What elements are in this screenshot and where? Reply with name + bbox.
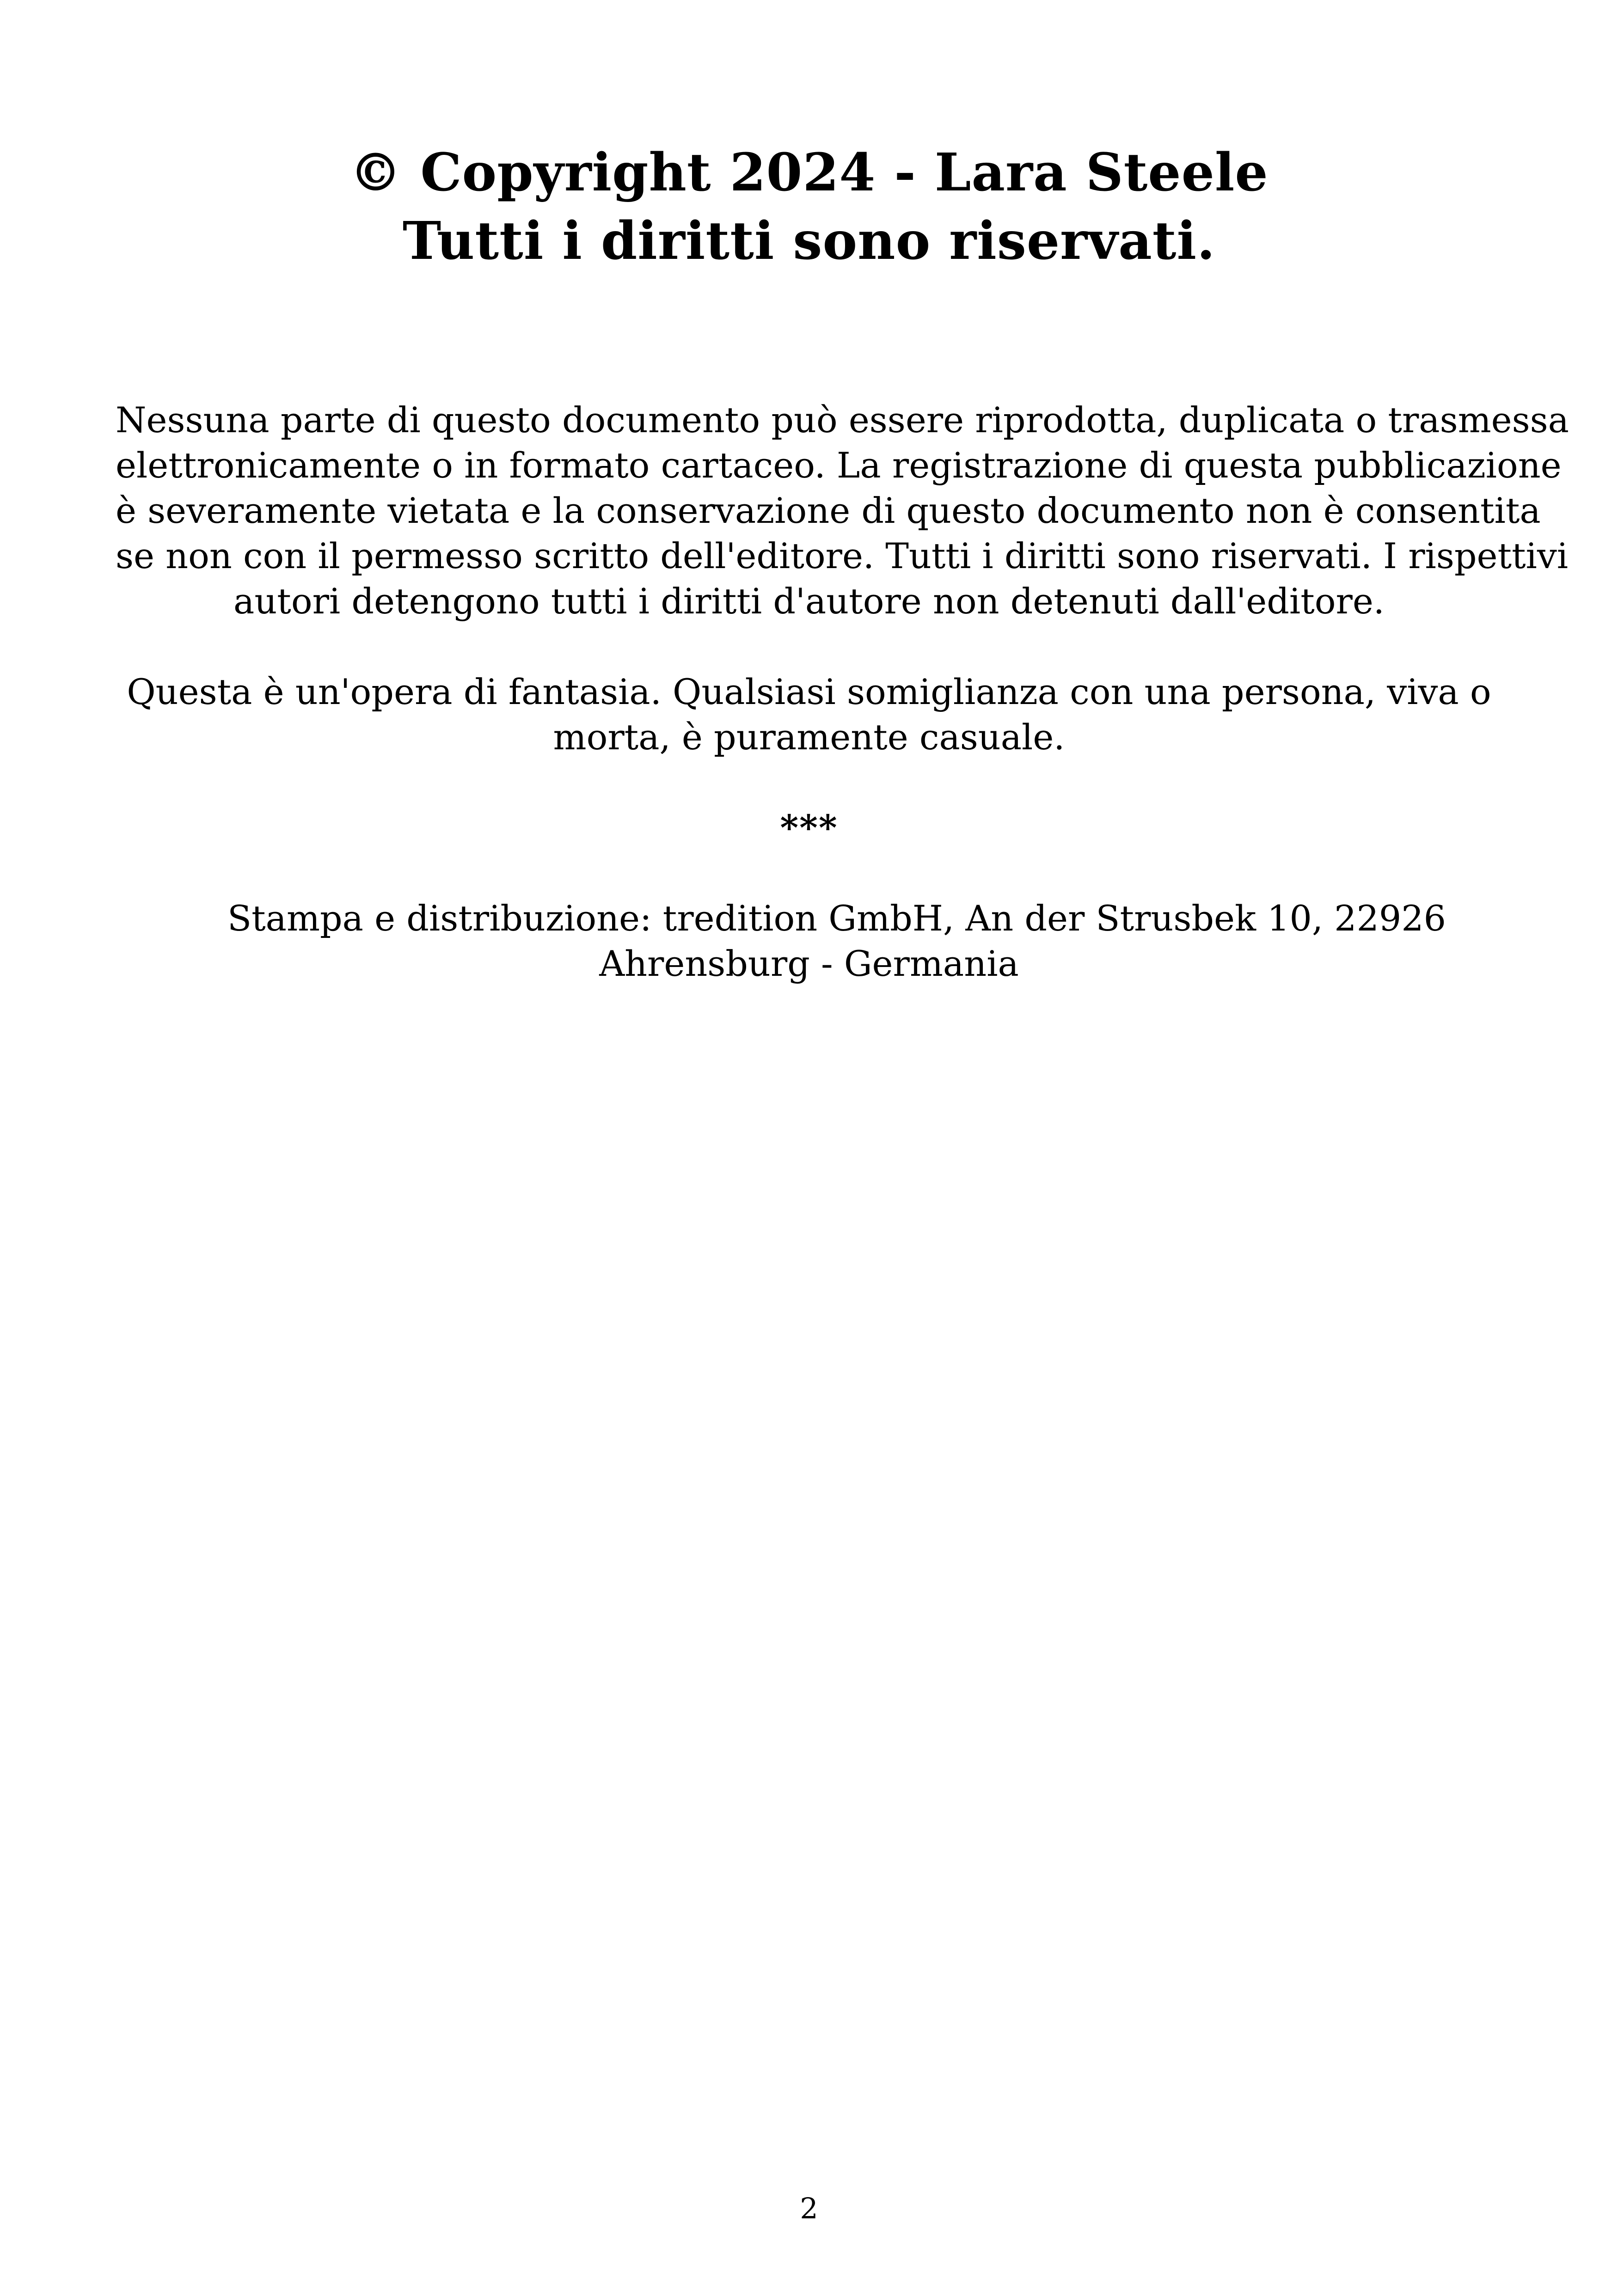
disclaimer-line: Questa è un'opera di fantasia. Qualsiasi somiglianza con una persona, viva o [127, 671, 1491, 712]
rights-line: autori detengono tutti i diritti d'autore non detenuti dall'editore. [233, 581, 1385, 622]
page-number: 2 [800, 2192, 818, 2225]
body-text [116, 398, 1569, 986]
printer-city-line: Ahrensburg - Germania [599, 943, 1019, 984]
printer-address-line: Stampa e distribuzione: tredition GmbH, An der Strusbek 10, 22926 [227, 898, 1446, 939]
rights-line: Nessuna parte di questo documento può essere riprodotta, duplicata o trasmessa [116, 399, 1569, 441]
rights-line: elettronicamente o in formato cartaceo. La registrazione di questa pubblicazione [116, 445, 1562, 486]
paragraph-spacer [116, 624, 1502, 669]
paragraph-spacer [116, 851, 1502, 896]
copyright-title: © Copyright 2024 - Lara Steele [349, 142, 1269, 203]
rights-reserved-title: Tutti i diritti sono riservati. [402, 211, 1216, 271]
disclaimer-line: morta, è puramente casuale. [553, 716, 1065, 758]
copyright-heading [116, 139, 1502, 276]
fiction-disclaimer-paragraph [116, 669, 1502, 760]
rights-line: è severamente vietata e la conservazione di questo documento non è consentita [116, 490, 1541, 531]
paragraph-spacer [116, 760, 1502, 805]
rights-paragraph [116, 398, 1569, 624]
section-separator: *** [780, 807, 838, 848]
rights-line: se non con il permesso scritto dell'editore. Tutti i diritti sono riservati. I rispettivi [116, 535, 1569, 576]
printer-info [116, 896, 1502, 986]
